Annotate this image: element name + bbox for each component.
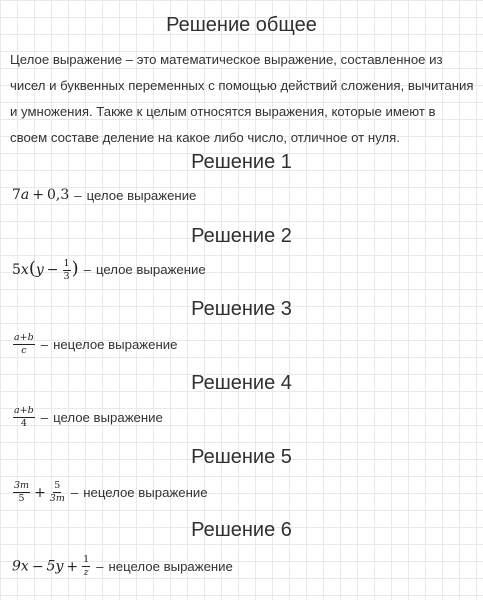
- solution-3-fraction: $\frac{a+b}{c}$: [14, 332, 34, 356]
- solution-2-expression: 5x(y − $\frac{1}{3}$ ): [12, 257, 79, 282]
- plus-sign: +: [34, 484, 46, 501]
- solution-4-heading: Решение 4: [191, 372, 292, 394]
- solution-3-verdict: нецелое выражение: [53, 337, 178, 352]
- dash: –: [40, 337, 49, 352]
- solution-6-expression: 9x − 5y + $\frac{1}{z}$: [12, 554, 90, 578]
- solution-1-answer: [12, 187, 196, 203]
- solution-6-heading: Решение 6: [191, 519, 292, 541]
- intro-paragraph: Целое выражение – это математическое выражение, составленное из чисел и буквенных переменных с помощью действий сложения, вычитания и умножения. Также к целым относятся выражения, которые имеют в своем составе деление на какое либо число, отличное от нуля.: [10, 52, 474, 145]
- solution-4-answer: [12, 406, 163, 429]
- solution-6-verdict: нецелое выражение: [108, 559, 233, 574]
- solution-1-heading: Решение 1: [191, 151, 292, 173]
- solution-4-fraction: $\frac{a+b}{4}$: [14, 405, 34, 429]
- fraction: $\frac{1}{z}$: [83, 554, 90, 578]
- fraction: $\frac{1}{3}$: [63, 257, 70, 282]
- dash: –: [74, 187, 82, 203]
- solution-4-verdict: целое выражение: [53, 410, 163, 425]
- solution-2-heading: Решение 2: [191, 225, 292, 247]
- dash: –: [96, 559, 104, 574]
- page-title: Решение общее: [166, 14, 317, 36]
- solution-6-answer: [12, 555, 233, 578]
- solution-5-fraction-2: $\frac{5}{3m}$: [49, 480, 65, 504]
- solution-3-heading: Решение 3: [191, 298, 292, 320]
- solution-5-answer: [12, 481, 208, 504]
- solution-1-expression: 7a + 0,3: [12, 187, 70, 203]
- solution-3-answer: [12, 333, 177, 356]
- solution-5-verdict: нецелое выражение: [83, 485, 208, 500]
- solution-1-verdict: целое выражение: [86, 187, 197, 203]
- solution-5-fraction-1: $\frac{3m}{5}$: [14, 480, 30, 504]
- solution-2-answer: [12, 258, 206, 282]
- dash: –: [83, 262, 91, 278]
- solution-2-verdict: целое выражение: [95, 262, 206, 278]
- dash: –: [40, 410, 49, 425]
- dash: –: [70, 485, 79, 500]
- solution-5-heading: Решение 5: [191, 446, 292, 468]
